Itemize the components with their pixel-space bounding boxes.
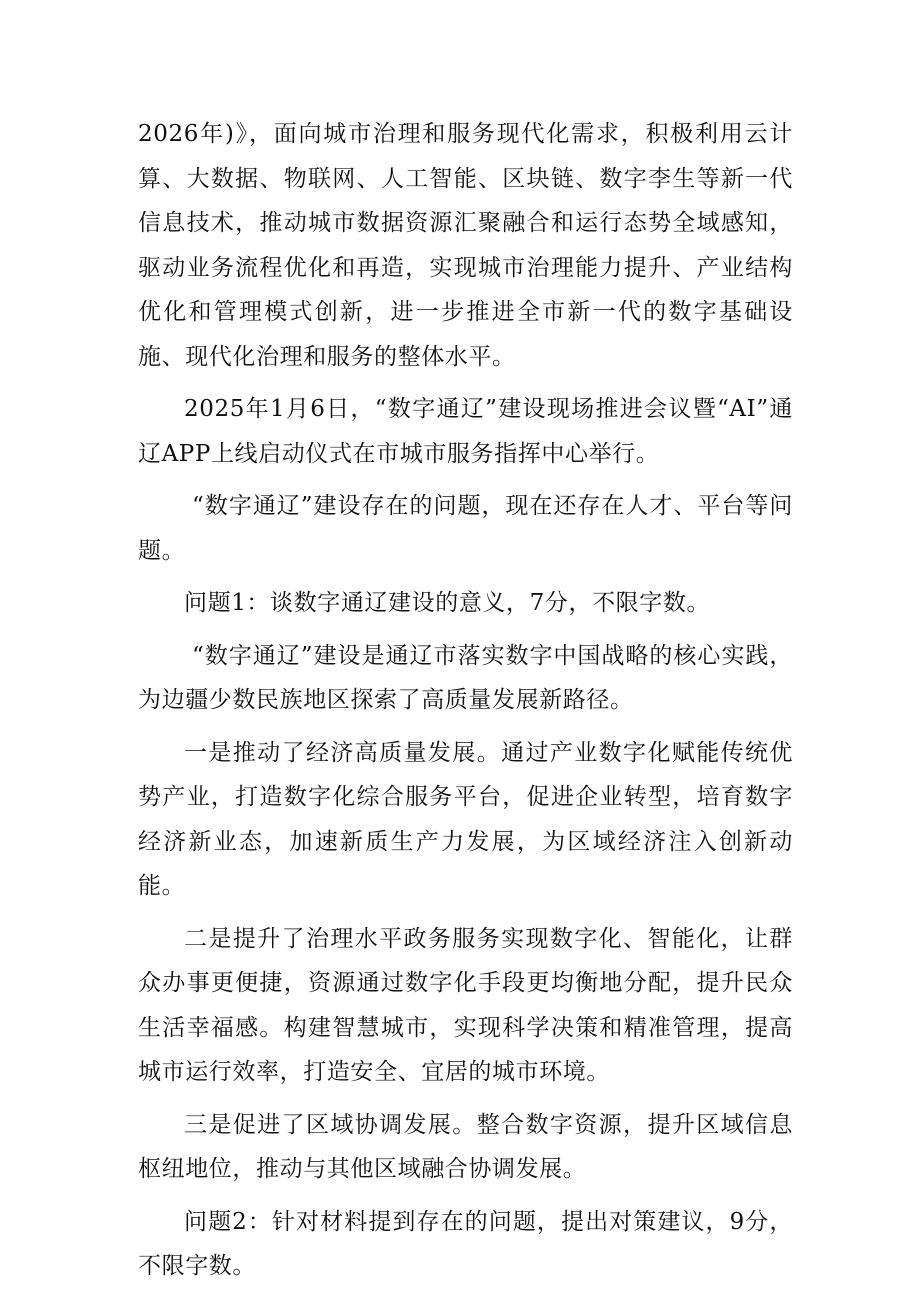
- paragraph-point-two: 二是提升了治理水平政务服务实现数字化、智能化，让群众办事更便捷，资源通过数字化手段更均衡地分配，提升民众生活幸福感。构建智慧城市，实现科学决策和精准管理，提高城市运行效率，打造安全、宜居的城市环境。: [138, 925, 793, 1085]
- paragraph-intro-continuation: 2026年)》，面向城市治理和服务现代化需求，积极利用云计算、大数据、物联网、人工智能、区块链、数字李生等新一代信息技术，推动城市数据资源汇聚融合和运行态势全域感知，驱动业务流程优化和再造，实现城市治理能力提升、产业结构优化和管理模式创新，进一步推进全市新一代的数字基础设施、现代化治理和服务的整体水平。: [138, 121, 793, 370]
- paragraph-answer-intro: “数字通辽”建设是通辽市落实数字中国战略的核心实践，为边疆少数民族地区探索了高质量发展新路径。: [138, 642, 793, 713]
- question-1: 问题1：谈数字通辽建设的意义，7分，不限字数。: [184, 590, 711, 616]
- paragraph-point-one: 一是推动了经济高质量发展。通过产业数字化赋能传统优势产业，打造数字化综合服务平台，促进企业转型，培育数字经济新业态，加速新质生产力发展，为区域经济注入创新动能。: [138, 739, 793, 899]
- paragraph-point-three: 三是促进了区域协调发展。整合数字资源，提升区域信息枢纽地位，推动与其他区域融合协调发展。: [138, 1111, 793, 1182]
- document-body: [138, 112, 793, 1289]
- paragraph-existing-problems: “数字通辽”建设存在的问题，现在还存在人才、平台等问题。: [138, 493, 793, 564]
- question-2: 问题2：针对材料提到存在的问题，提出对策建议，9分，不限字数。: [138, 1208, 793, 1279]
- paragraph-launch-event: 2025年1月6日，“数字通辽”建设现场推进会议暨“AI”通辽APP上线启动仪式在市城市服务指挥中心举行。: [138, 396, 793, 467]
